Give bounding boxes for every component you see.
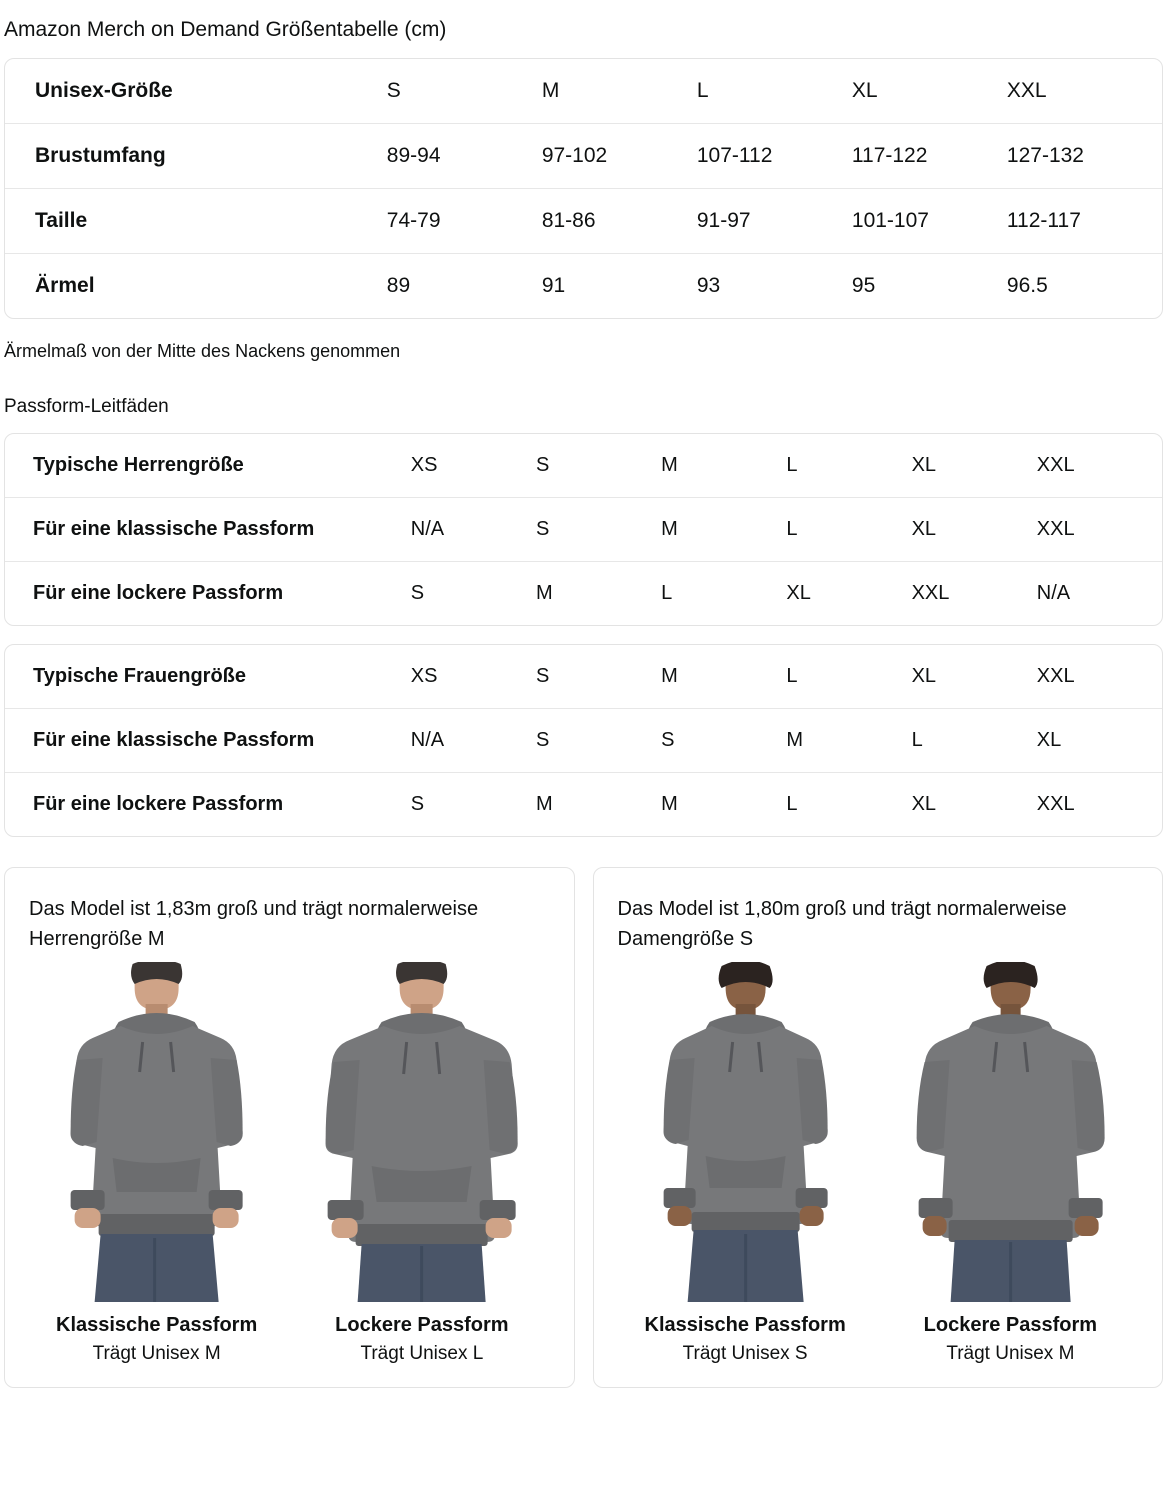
- cell: 74-79: [387, 189, 542, 254]
- female-relaxed-fit-sub: Trägt Unisex M: [946, 1343, 1075, 1364]
- row-label: Für eine lockere Passform: [5, 773, 411, 837]
- row-label: Für eine klassische Passform: [5, 498, 411, 562]
- male-figure-row: [29, 962, 550, 1365]
- cell: XXL: [912, 562, 1037, 626]
- cell: 96.5: [1007, 254, 1162, 319]
- table-row: [5, 254, 1162, 319]
- male-classic-fit-label: Klassische Passform: [56, 1314, 258, 1336]
- cell: M: [536, 773, 661, 837]
- cell: S: [661, 709, 786, 773]
- cell: 81-86: [542, 189, 697, 254]
- page-title: Amazon Merch on Demand Größentabelle (cm): [4, 18, 447, 41]
- cell: N/A: [411, 709, 536, 773]
- cell: S: [411, 562, 536, 626]
- table-row: [5, 434, 1162, 498]
- cell: M: [661, 773, 786, 837]
- cell: S: [535, 454, 550, 476]
- row-label: Brustumfang: [5, 124, 387, 189]
- cell: M: [661, 665, 678, 687]
- row-label: Ärmel: [5, 254, 387, 319]
- cell: 91: [542, 254, 697, 319]
- cell: S: [536, 498, 661, 562]
- cell: S: [411, 773, 536, 837]
- female-model-relaxed-fit-hoodie-image: [883, 962, 1138, 1302]
- cell: M: [786, 709, 911, 773]
- size-table: [5, 59, 1162, 318]
- cell: 95: [852, 254, 1007, 319]
- cell: N/A: [1037, 562, 1162, 626]
- male-classic-fit-sub: Trägt Unisex M: [92, 1343, 221, 1364]
- male-model-card: [4, 867, 575, 1388]
- cell: XL: [1037, 709, 1162, 773]
- cell: L: [786, 665, 798, 687]
- table-row: [5, 59, 1162, 124]
- cell: 127-132: [1007, 124, 1162, 189]
- row-label: Für eine lockere Passform: [5, 562, 411, 626]
- cell: 93: [697, 254, 852, 319]
- cell: N/A: [411, 498, 536, 562]
- row-label: Für eine klassische Passform: [5, 709, 411, 773]
- male-model-classic-fit-hoodie-image: [29, 962, 284, 1302]
- mens-fit-table-card: [4, 433, 1163, 626]
- female-model-caption: Das Model ist 1,80m groß und trägt normalerweise Damengröße S: [617, 898, 1067, 950]
- row-label: Typische Herrengröße: [33, 454, 244, 476]
- female-classic-fit-figure: [618, 962, 873, 1365]
- cell: 101-107: [852, 189, 1007, 254]
- male-model-relaxed-fit-hoodie-image: [294, 962, 549, 1302]
- cell: XXL: [1036, 665, 1075, 687]
- cell: XS: [410, 665, 438, 687]
- cell: XS: [410, 454, 438, 476]
- mens-fit-table: [5, 434, 1162, 625]
- cell: L: [786, 454, 798, 476]
- male-model-caption: Das Model ist 1,83m groß und trägt normalerweise Herrengröße M: [29, 898, 479, 950]
- womens-fit-table-card: [4, 644, 1163, 837]
- table-row: [5, 498, 1162, 562]
- model-cards: [4, 867, 1163, 1388]
- cell: L: [661, 562, 786, 626]
- female-model-classic-fit-hoodie-image: [618, 962, 873, 1302]
- cell: XXL: [1037, 773, 1162, 837]
- womens-fit-table: [5, 645, 1162, 836]
- cell: XL: [911, 454, 937, 476]
- cell: XL: [786, 562, 911, 626]
- cell: XL: [851, 79, 878, 102]
- cell: XL: [912, 773, 1037, 837]
- female-figure-row: [618, 962, 1139, 1365]
- cell: S: [536, 709, 661, 773]
- size-table-card: [4, 58, 1163, 319]
- male-relaxed-fit-figure: [294, 962, 549, 1365]
- cell: L: [696, 79, 709, 102]
- cell: 117-122: [852, 124, 1007, 189]
- table-row: [5, 773, 1162, 837]
- cell: 89-94: [387, 124, 542, 189]
- female-model-card: [593, 867, 1164, 1388]
- fit-guides-label: Passform-Leitfäden: [4, 396, 169, 417]
- male-relaxed-fit-sub: Trägt Unisex L: [360, 1343, 484, 1364]
- female-classic-fit-sub: Trägt Unisex S: [682, 1343, 808, 1364]
- male-classic-fit-figure: [29, 962, 284, 1365]
- cell: M: [536, 562, 661, 626]
- cell: L: [912, 709, 1037, 773]
- cell: XXL: [1006, 79, 1047, 102]
- cell: L: [786, 498, 911, 562]
- cell: 91-97: [697, 189, 852, 254]
- cell: 112-117: [1007, 189, 1162, 254]
- row-label: Typische Frauengröße: [33, 665, 247, 687]
- cell: 89: [387, 254, 542, 319]
- row-label: Taille: [5, 189, 387, 254]
- cell: XXL: [1037, 498, 1162, 562]
- cell: M: [661, 454, 678, 476]
- female-relaxed-fit-label: Lockere Passform: [923, 1314, 1098, 1336]
- spacer: [0, 626, 1167, 644]
- table-row: [5, 645, 1162, 709]
- female-classic-fit-label: Klassische Passform: [644, 1314, 846, 1336]
- table-row: [5, 124, 1162, 189]
- cell: L: [786, 773, 911, 837]
- cell: 97-102: [542, 124, 697, 189]
- cell: XL: [911, 665, 937, 687]
- cell: M: [541, 79, 560, 102]
- table-row: [5, 189, 1162, 254]
- row-label: Unisex-Größe: [35, 79, 173, 102]
- female-relaxed-fit-figure: [883, 962, 1138, 1365]
- male-relaxed-fit-label: Lockere Passform: [335, 1314, 509, 1336]
- cell: M: [661, 498, 786, 562]
- table-row: [5, 709, 1162, 773]
- cell: S: [535, 665, 550, 687]
- cell: S: [386, 79, 401, 102]
- table-row: [5, 562, 1162, 626]
- cell: XL: [912, 498, 1037, 562]
- cell: 107-112: [697, 124, 852, 189]
- sleeve-measure-note: Ärmelmaß von der Mitte des Nackens genommen: [4, 341, 401, 361]
- cell: XXL: [1036, 454, 1075, 476]
